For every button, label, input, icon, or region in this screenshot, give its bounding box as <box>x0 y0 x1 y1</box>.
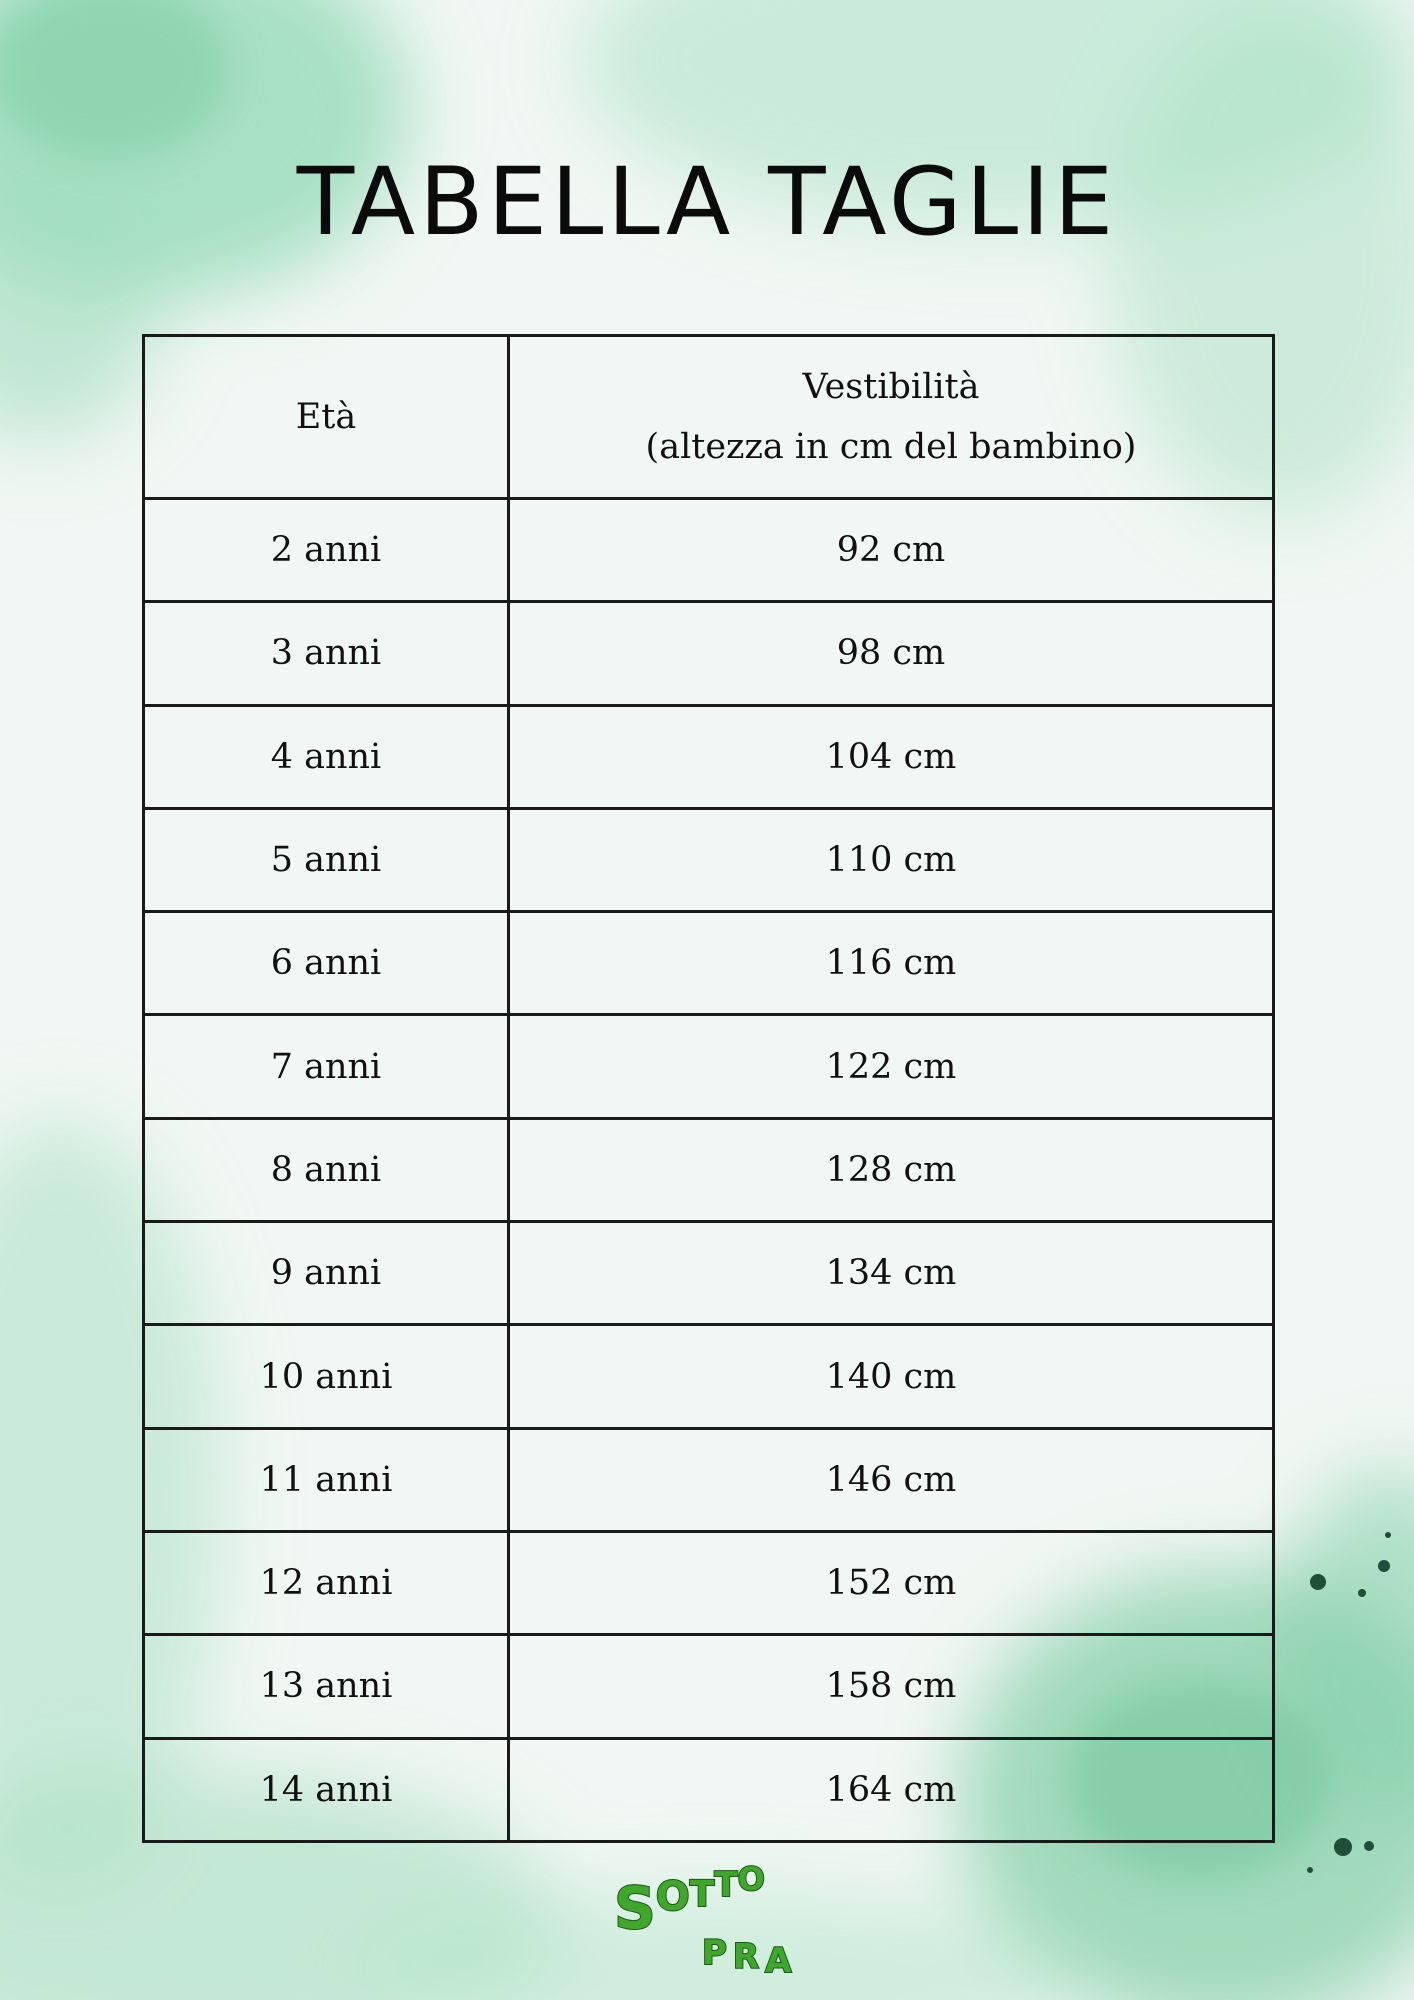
height-cell: 110 cm <box>509 808 1274 911</box>
height-cell: 152 cm <box>509 1531 1274 1634</box>
fit-header-line2: (altezza in cm del bambino) <box>645 427 1137 467</box>
age-cell: 4 anni <box>144 705 509 808</box>
fit-column-header <box>509 336 1274 499</box>
height-cell: 158 cm <box>509 1635 1274 1738</box>
table-row <box>144 1531 1274 1634</box>
height-cell: 134 cm <box>509 1222 1274 1325</box>
table-row <box>144 705 1274 808</box>
table-row <box>144 1222 1274 1325</box>
age-cell: 5 anni <box>144 808 509 911</box>
height-cell: 128 cm <box>509 1118 1274 1221</box>
height-cell: 122 cm <box>509 1015 1274 1118</box>
age-cell: 10 anni <box>144 1325 509 1428</box>
size-chart-table <box>142 334 1275 1843</box>
age-cell: 6 anni <box>144 912 509 1015</box>
logo-text-bottom: PRA <box>702 1933 798 1980</box>
age-cell: 3 anni <box>144 602 509 705</box>
page-title: TABELLA TAGLIE <box>296 148 1118 257</box>
height-cell: 98 cm <box>509 602 1274 705</box>
table-row <box>144 1738 1274 1841</box>
table-row <box>144 499 1274 602</box>
table-row <box>144 1325 1274 1428</box>
age-cell: 8 anni <box>144 1118 509 1221</box>
table-row <box>144 602 1274 705</box>
table-row <box>144 1428 1274 1531</box>
table-row <box>144 1118 1274 1221</box>
height-cell: 92 cm <box>509 499 1274 602</box>
age-column-header: Età <box>144 336 509 499</box>
table-row <box>144 808 1274 911</box>
age-cell: 9 anni <box>144 1222 509 1325</box>
height-cell: 164 cm <box>509 1738 1274 1841</box>
age-cell: 14 anni <box>144 1738 509 1841</box>
sottopra-logo <box>614 1860 804 1980</box>
age-cell: 2 anni <box>144 499 509 602</box>
table-row <box>144 1635 1274 1738</box>
logo-text-top: $S^OTTO$ <box>614 1860 765 1942</box>
age-cell: 11 anni <box>144 1428 509 1531</box>
height-cell: 104 cm <box>509 705 1274 808</box>
table-header-row <box>144 336 1274 499</box>
table-row <box>144 1015 1274 1118</box>
height-cell: 146 cm <box>509 1428 1274 1531</box>
fit-header-line1: Vestibilità <box>802 367 980 407</box>
height-cell: 116 cm <box>509 912 1274 1015</box>
height-cell: 140 cm <box>509 1325 1274 1428</box>
age-cell: 7 anni <box>144 1015 509 1118</box>
table-row <box>144 912 1274 1015</box>
age-cell: 13 anni <box>144 1635 509 1738</box>
age-cell: 12 anni <box>144 1531 509 1634</box>
